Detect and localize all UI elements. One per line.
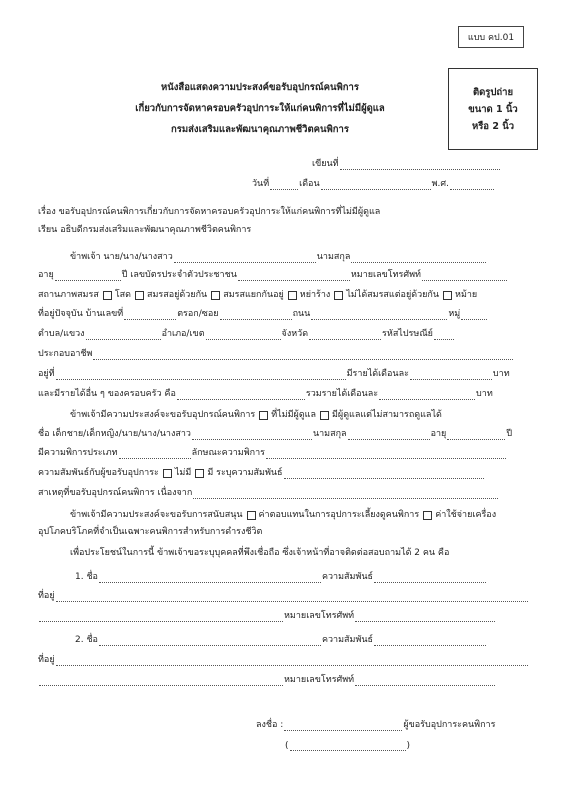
disability-type-label: มีความพิการประเภท [38, 448, 118, 458]
reference-1-phone-label: หมายเลขโทรศัพท์ [284, 611, 355, 621]
open-paren: ( [285, 741, 289, 751]
occupation-row [38, 347, 514, 360]
relation-checkbox[interactable] [195, 469, 204, 478]
relation-row [38, 466, 485, 479]
age-field[interactable] [55, 271, 121, 281]
province-label: จังหวัด [281, 329, 309, 339]
applicant-id-row [38, 268, 508, 281]
signature-field[interactable] [284, 721, 402, 731]
income-label: มีรายได้เดือนละ [346, 369, 409, 379]
reference-1-name-label: 1. ชื่อ [75, 572, 98, 582]
date-month-label: เดือน [299, 179, 320, 189]
form-subtitle: เกี่ยวกับการจัดหาครอบครัวอุปการะให้แก่คนพิการที่ไม่มีผู้ดูแล [135, 103, 385, 114]
moo-label: หมู่ [448, 309, 461, 319]
reference-1-phone-field[interactable] [355, 612, 495, 622]
marital-checkbox[interactable] [211, 291, 220, 300]
intent-checkbox[interactable] [259, 411, 268, 420]
signature-name-row [285, 738, 410, 751]
disability-row [38, 446, 507, 459]
recipient-line: เรียน อธิบดีกรมส่งเสริมและพัฒนาคุณภาพชีวิตคนพิการ [38, 225, 252, 235]
pwd-age-field[interactable] [447, 430, 505, 440]
relation-option: มี ระบุความสัมพันธ์ [207, 468, 283, 478]
postcode-field[interactable] [434, 330, 454, 340]
marital-option: หม้าย [455, 290, 478, 300]
occupation-label: ประกอบอาชีพ [38, 349, 93, 359]
address-label: ที่อยู่ปัจจุบัน บ้านเลขที่ [38, 309, 124, 319]
moo-field[interactable] [461, 310, 487, 320]
reference-1-address-row [38, 589, 529, 602]
close-paren: ) [406, 741, 411, 751]
workplace-label: อยู่ที่ [38, 369, 55, 379]
marital-option: โสด [114, 290, 131, 300]
signature-label: ลงชื่อ : [256, 720, 284, 730]
road-field[interactable] [311, 310, 447, 320]
baht-label: บาท [492, 369, 510, 379]
reference-2-address-label: ที่อยู่ [38, 655, 55, 665]
relation-field[interactable] [284, 469, 484, 479]
income-field[interactable] [410, 370, 492, 380]
disability-char-label: ลักษณะความพิการ [191, 448, 266, 458]
marital-status-row [38, 288, 477, 301]
reference-2-phone-field[interactable] [355, 676, 495, 686]
reference-1-name-field[interactable] [99, 573, 321, 583]
support-option: ค่าใช้จ่ายเครื่อง [435, 510, 497, 520]
photo-box-line: ขนาด 1 นิ้ว [468, 103, 518, 115]
signature-role: ผู้ขอรับอุปการะคนพิการ [403, 720, 496, 730]
written-at-row [312, 157, 501, 170]
marital-option: สมรสแยกกันอยู่ [223, 290, 284, 300]
other-income-row [38, 387, 493, 400]
applicant-name-row [70, 250, 487, 263]
reason-label: สาเหตุที่ขอรับอุปกรณ์คนพิการ เนื่องจาก [38, 488, 193, 498]
phone-field[interactable] [422, 271, 507, 281]
reference-2-relation-field[interactable] [374, 636, 486, 646]
id-label: ปี เลขบัตรประจำตัวประชาชน [121, 270, 237, 280]
form-title: หนังสือแสดงความประสงค์ขอรับอุปกรณ์คนพิการ [161, 82, 359, 93]
applicant-name-field[interactable] [174, 253, 316, 263]
written-at-label: เขียนที่ [312, 159, 339, 169]
pwd-name-field[interactable] [192, 430, 312, 440]
reference-2-phone-row [38, 673, 496, 686]
postcode-label: รหัสไปรษณีย์ [382, 329, 433, 339]
relation-option: ไม่มี [174, 468, 192, 478]
house-number-field[interactable] [124, 310, 176, 320]
support-checkbox[interactable] [247, 511, 256, 520]
other-income-field[interactable] [177, 390, 305, 400]
department-name: กรมส่งเสริมและพัฒนาคุณภาพชีวิตคนพิการ [171, 124, 349, 135]
marital-checkbox[interactable] [288, 291, 297, 300]
disability-char-field[interactable] [266, 449, 506, 459]
address-row [38, 307, 488, 320]
marital-checkbox[interactable] [334, 291, 343, 300]
intent-row [70, 408, 442, 421]
workplace-field[interactable] [56, 370, 346, 380]
total-income-field[interactable] [379, 390, 475, 400]
intent-label: ข้าพเจ้ามีความประสงค์จะขอรับอุปกรณ์คนพิการ [70, 410, 256, 420]
district-label: อำเภอ/เขต [161, 329, 205, 339]
alley-label: ตรอก/ซอย [177, 309, 219, 319]
subdistrict-field[interactable] [86, 330, 161, 340]
reference-2-address-field[interactable] [56, 656, 528, 666]
subdistrict-label: ตำบล/แขวง [38, 329, 85, 339]
reference-1-address-field[interactable] [56, 592, 528, 602]
reference-2-name-label: 2. ชื่อ [75, 635, 98, 645]
other-income-label: และมีรายได้อื่น ๆ ของครอบครัว คือ [38, 389, 176, 399]
province-field[interactable] [309, 330, 381, 340]
signature-row [256, 718, 495, 731]
alley-field[interactable] [220, 310, 292, 320]
date-month-field[interactable] [321, 180, 431, 190]
date-day-field[interactable] [270, 180, 298, 190]
intent-checkbox[interactable] [320, 411, 329, 420]
baht-label: บาท [476, 389, 493, 399]
support-option: ค่าตอบแทนในการอุปการะเลี้ยงดูคนพิการ [258, 510, 420, 520]
pwd-years-label: ปี [506, 429, 513, 439]
reference-2-address-field-2[interactable] [39, 676, 283, 686]
reference-1-address-label: ที่อยู่ [38, 591, 55, 601]
pwd-surname-field[interactable] [348, 430, 430, 440]
references-intro: เพื่อประโยชน์ในการนี้ ข้าพเจ้าขอระบุบุคคลที่พึงเชื่อถือ ซึ่งเจ้าหน้าที่อาจติดต่อสอบถามได้ 2 คน คือ [70, 548, 450, 558]
reference-2-name-row [75, 633, 487, 646]
marital-option: ไม่ได้สมรสแต่อยู่ด้วยกัน [346, 290, 440, 300]
reference-1-relation-field[interactable] [374, 573, 486, 583]
intent-option: มีผู้ดูแลแต่ไม่สามารถดูแลได้ [332, 410, 442, 420]
reason-field[interactable] [193, 489, 498, 499]
reference-1-phone-row [38, 609, 496, 622]
district-field[interactable] [206, 330, 281, 340]
marital-option: สมรสอยู่ด้วยกัน [147, 290, 208, 300]
date-year-label: พ.ศ. [431, 179, 449, 189]
relation-checkbox[interactable] [163, 469, 172, 478]
photo-box [448, 68, 538, 150]
printed-name-field[interactable] [290, 741, 406, 751]
pwd-age-label: อายุ [430, 429, 447, 439]
reason-row [38, 486, 499, 499]
age-label: อายุ [38, 270, 54, 280]
applicant-name-label: ข้าพเจ้า นาย/นาง/นางสาว [70, 252, 173, 262]
date-day-label: วันที่ [252, 179, 270, 189]
written-at-field[interactable] [340, 160, 500, 170]
pwd-surname-label: นามสกุล [312, 429, 347, 439]
id-field[interactable] [238, 271, 350, 281]
occupation-field[interactable] [93, 350, 513, 360]
photo-box-line: หรือ 2 นิ้ว [471, 120, 515, 132]
marital-status-label: สถานภาพสมรส [38, 290, 99, 300]
marital-checkbox[interactable] [135, 291, 144, 300]
date-row [252, 177, 495, 190]
intent-option: ที่ไม่มีผู้ดูแล [271, 410, 316, 420]
reference-2-address-row [38, 653, 529, 666]
marital-option: หย่าร้าง [299, 290, 331, 300]
applicant-surname-label: นามสกุล [316, 252, 351, 262]
marital-checkbox[interactable] [103, 291, 112, 300]
reference-1-name-row [75, 570, 487, 583]
reference-1-relation-label: ความสัมพันธ์ [321, 572, 374, 582]
address-row-2 [38, 327, 455, 340]
support-checkbox[interactable] [423, 511, 432, 520]
pwd-name-row [38, 427, 512, 440]
road-label: ถนน [292, 309, 311, 319]
relation-label: ความสัมพันธ์กับผู้ขอรับอุปการะ [38, 468, 159, 478]
support-row [70, 508, 496, 521]
subject-line: เรื่อง ขอรับอุปกรณ์คนพิการเกี่ยวกับการจัดหาครอบครัวอุปการะให้แก่คนพิการที่ไม่มีผู้ดูแล [38, 207, 381, 217]
support-continued: อุปโภคบริโภคที่จำเป็นเฉพาะคนพิการสำหรับการดำรงชีวิต [38, 527, 263, 537]
reference-2-relation-label: ความสัมพันธ์ [321, 635, 374, 645]
form-code-label: แบบ คป.01 [458, 26, 524, 48]
phone-label: หมายเลขโทรศัพท์ [350, 270, 421, 280]
pwd-name-label: ชื่อ เด็กชาย/เด็กหญิง/นาย/นาง/นางสาว [38, 429, 191, 439]
reference-1-address-field-2[interactable] [39, 612, 283, 622]
date-year-field[interactable] [450, 180, 494, 190]
disability-type-field[interactable] [119, 449, 191, 459]
support-label: ข้าพเจ้ามีความประสงค์จะขอรับการสนับสนุน [70, 510, 243, 520]
total-income-label: รวมรายได้เดือนละ [305, 389, 379, 399]
applicant-surname-field[interactable] [351, 253, 486, 263]
photo-box-line: ติดรูปถ่าย [472, 86, 514, 98]
reference-2-name-field[interactable] [99, 636, 321, 646]
workplace-row [38, 367, 510, 380]
reference-2-phone-label: หมายเลขโทรศัพท์ [284, 675, 355, 685]
marital-checkbox[interactable] [443, 291, 452, 300]
